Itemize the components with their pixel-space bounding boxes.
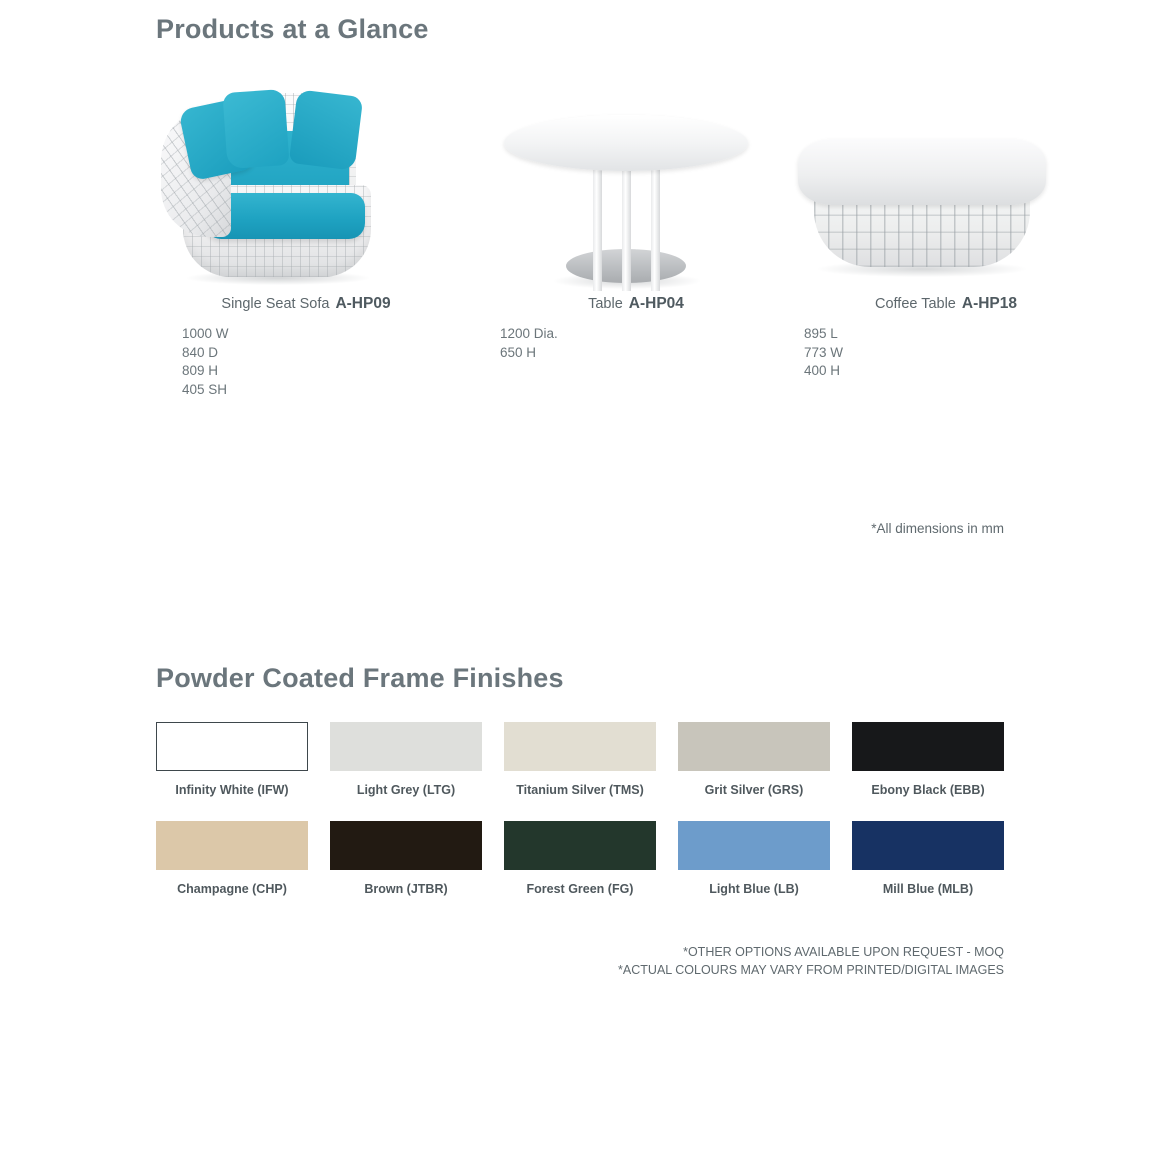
- product-name: Table: [588, 296, 623, 312]
- product-caption: [156, 295, 456, 313]
- coffee-table-illustration: [796, 85, 1096, 290]
- swatch-color: [504, 722, 656, 771]
- single-seat-sofa-illustration: [156, 85, 456, 290]
- swatch-label: Ebony Black (EBB): [871, 783, 985, 797]
- swatch-color: [330, 722, 482, 771]
- dimension-line: 1000 W: [182, 326, 229, 341]
- swatch-color: [852, 821, 1004, 870]
- product-code: A-HP09: [335, 295, 391, 312]
- swatch-color: [678, 821, 830, 870]
- swatch-label: Light Blue (LB): [709, 882, 799, 896]
- product-name: Single Seat Sofa: [221, 296, 330, 312]
- swatch-label: Titanium Silver (TMS): [516, 783, 644, 797]
- product-card-coffee-table: [796, 85, 1096, 405]
- swatch-color: [156, 722, 308, 771]
- product-code: A-HP04: [628, 295, 684, 312]
- dimension-line: 650 H: [500, 344, 537, 360]
- dimension-line: 400 H: [804, 363, 841, 378]
- swatch-color: [678, 722, 830, 771]
- finishes-section-title: Powder Coated Frame Finishes: [156, 663, 564, 693]
- product-dimensions: [500, 325, 558, 362]
- product-caption: [796, 295, 1096, 313]
- finish-swatch-light-grey[interactable]: [330, 722, 482, 797]
- swatch-label: Brown (JTBR): [364, 882, 448, 896]
- dimension-line: 773 W: [804, 344, 844, 360]
- finish-swatch-grit-silver[interactable]: [678, 722, 830, 797]
- product-dimensions: [804, 325, 843, 381]
- finish-swatch-ebony-black[interactable]: [852, 722, 1004, 797]
- finish-swatch-brown[interactable]: [330, 821, 482, 896]
- finish-row: [156, 722, 1008, 822]
- swatch-label: Light Grey (LTG): [356, 783, 456, 797]
- swatch-label: Grit Silver (GRS): [704, 783, 804, 797]
- finish-swatch-light-blue[interactable]: [678, 821, 830, 896]
- product-name: Coffee Table: [874, 296, 956, 312]
- swatch-color: [852, 722, 1004, 771]
- product-card-single-seat-sofa: [156, 85, 456, 405]
- finish-swatch-champagne[interactable]: [156, 821, 308, 896]
- swatch-color: [330, 821, 482, 870]
- dimensions-note: *All dimensions in mm: [871, 521, 1004, 536]
- swatch-label: Infinity White (IFW): [175, 783, 289, 797]
- finish-row: [156, 821, 1008, 921]
- product-dimensions: [182, 325, 229, 399]
- finishes-note-line: *ACTUAL COLOURS MAY VARY FROM PRINTED/DIGITAL IMAGES: [618, 963, 1004, 977]
- finish-swatch-infinity-white[interactable]: [156, 722, 308, 797]
- dimension-line: 840 D: [182, 344, 219, 360]
- dimension-line: 405 SH: [182, 381, 228, 397]
- products-section-title: Products at a Glance: [156, 14, 429, 44]
- product-caption: [486, 295, 786, 313]
- dimension-line: 809 H: [182, 363, 219, 378]
- dimension-line: 1200 Dia.: [500, 326, 558, 341]
- swatch-color: [156, 821, 308, 870]
- swatch-label: Mill Blue (MLB): [882, 882, 974, 896]
- product-code: A-HP18: [961, 295, 1018, 312]
- dimension-line: 895 L: [804, 326, 838, 341]
- round-table-illustration: [486, 85, 786, 290]
- swatch-color: [504, 821, 656, 870]
- finish-swatch-mill-blue[interactable]: [852, 821, 1004, 896]
- finishes-note-line: *OTHER OPTIONS AVAILABLE UPON REQUEST - MOQ: [683, 945, 1004, 959]
- swatch-label: Champagne (CHP): [177, 882, 287, 896]
- finishes-notes: [618, 943, 1004, 979]
- product-row: [156, 85, 1026, 405]
- finish-swatch-titanium-silver[interactable]: [504, 722, 656, 797]
- product-card-table: [486, 85, 786, 405]
- swatch-label: Forest Green (FG): [526, 882, 634, 896]
- finish-swatch-forest-green[interactable]: [504, 821, 656, 896]
